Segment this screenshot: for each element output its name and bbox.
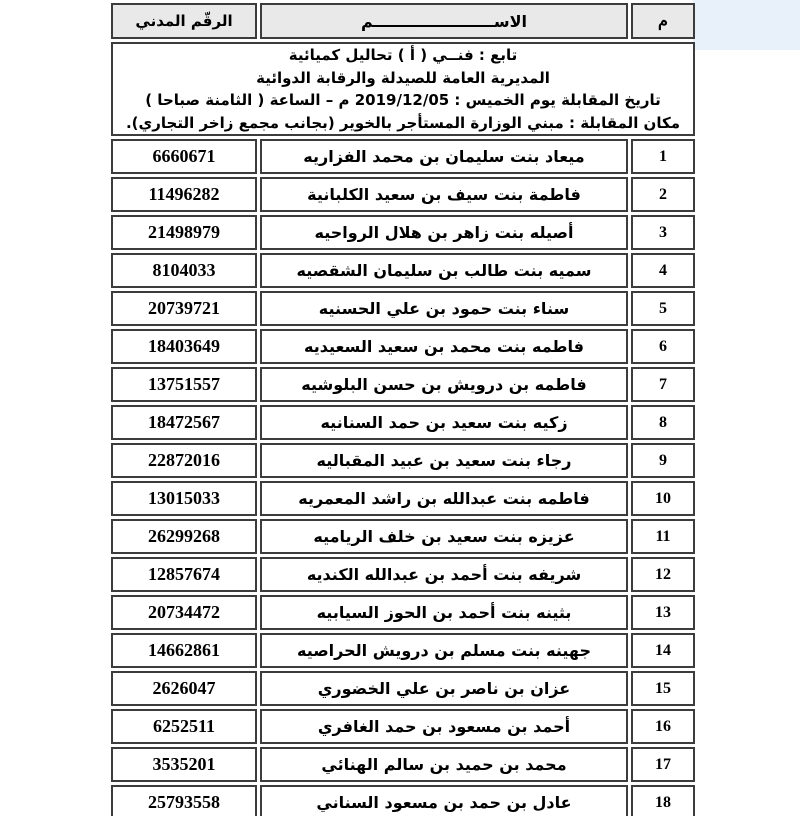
- rows-body: [111, 139, 695, 816]
- table-head-section: [111, 3, 695, 136]
- row-civil-id: 14662861: [111, 633, 257, 668]
- row-serial: 1: [631, 139, 695, 174]
- row-civil-id: 13015033: [111, 481, 257, 516]
- row-serial: 13: [631, 595, 695, 630]
- top-right-highlight: [693, 0, 800, 50]
- row-serial: 11: [631, 519, 695, 554]
- row-name: رجاء بنت سعيد بن عبيد المقباليه: [260, 443, 628, 478]
- row-serial: 4: [631, 253, 695, 288]
- table-row: [111, 557, 695, 592]
- row-serial: 7: [631, 367, 695, 402]
- row-civil-id: 25793558: [111, 785, 257, 816]
- row-civil-id: 2626047: [111, 671, 257, 706]
- table-row: [111, 747, 695, 782]
- row-serial: 18: [631, 785, 695, 816]
- info-line-location: مكان المقابلة : مبني الوزارة المستأجر بالخوير (بجانب مجمع زاخر التجاري).: [125, 113, 681, 132]
- row-name: فاطمه بنت عبدالله بن راشد المعمريه: [260, 481, 628, 516]
- column-header-serial: م: [631, 3, 695, 39]
- info-line-directorate: المديرية العامة للصيدلة والرقابة الدوائية: [256, 68, 550, 87]
- row-serial: 5: [631, 291, 695, 326]
- table-row: [111, 595, 695, 630]
- applicants-table: [108, 0, 698, 816]
- row-serial: 17: [631, 747, 695, 782]
- row-name: فاطمه بنت محمد بن سعيد السعيديه: [260, 329, 628, 364]
- table-info-block: [111, 42, 695, 136]
- column-header-civil-id: الرقّم المدني: [111, 3, 257, 39]
- table-row: [111, 291, 695, 326]
- row-name: أحمد بن مسعود بن حمد الغافري: [260, 709, 628, 744]
- row-name: زكيه بنت سعيد بن حمد السنانيه: [260, 405, 628, 440]
- row-name: أصيله بنت زاهر بن هلال الرواحيه: [260, 215, 628, 250]
- row-civil-id: 18403649: [111, 329, 257, 364]
- info-line-date: تاريخ المقابلة يوم الخميس : 2019/12/05 م – الساعة ( الثامنة صباحا ): [145, 91, 661, 109]
- info-row: [111, 42, 695, 136]
- row-name: شريفه بنت أحمد بن عبدالله الكنديه: [260, 557, 628, 592]
- table-row: [111, 253, 695, 288]
- table-row: [111, 139, 695, 174]
- row-civil-id: 8104033: [111, 253, 257, 288]
- row-civil-id: 26299268: [111, 519, 257, 554]
- row-serial: 8: [631, 405, 695, 440]
- row-name: محمد بن حميد بن سالم الهنائي: [260, 747, 628, 782]
- table-row: [111, 405, 695, 440]
- table-row: [111, 671, 695, 706]
- row-name: عزيزه بنت سعيد بن خلف الرياميه: [260, 519, 628, 554]
- row-civil-id: 6660671: [111, 139, 257, 174]
- row-name: فاطمة بنت سيف بن سعيد الكلبانية: [260, 177, 628, 212]
- column-header-name: الاســــــــــــــــــــــم: [260, 3, 628, 39]
- row-serial: 16: [631, 709, 695, 744]
- table-row: [111, 367, 695, 402]
- row-civil-id: 6252511: [111, 709, 257, 744]
- row-name: عادل بن حمد بن مسعود السناني: [260, 785, 628, 816]
- row-civil-id: 18472567: [111, 405, 257, 440]
- table-row: [111, 633, 695, 668]
- info-line-program: تابع : فنــي ( أ ) تحاليل كميائية: [288, 46, 518, 64]
- row-civil-id: 22872016: [111, 443, 257, 478]
- row-civil-id: 20734472: [111, 595, 257, 630]
- row-name: فاطمه بن درويش بن حسن البلوشيه: [260, 367, 628, 402]
- row-civil-id: 11496282: [111, 177, 257, 212]
- table-row: [111, 215, 695, 250]
- row-name: بثينه بنت أحمد بن الحوز السيابيه: [260, 595, 628, 630]
- table-row: [111, 785, 695, 816]
- header-row: [111, 3, 695, 39]
- row-civil-id: 12857674: [111, 557, 257, 592]
- row-serial: 2: [631, 177, 695, 212]
- row-serial: 6: [631, 329, 695, 364]
- row-civil-id: 3535201: [111, 747, 257, 782]
- table-row: [111, 481, 695, 516]
- row-name: عزان بن ناصر بن علي الخضوري: [260, 671, 628, 706]
- table-row: [111, 519, 695, 554]
- row-name: سناء بنت حمود بن علي الحسنيه: [260, 291, 628, 326]
- row-name: جهينه بنت مسلم بن درويش الحراصيه: [260, 633, 628, 668]
- row-serial: 14: [631, 633, 695, 668]
- table-row: [111, 329, 695, 364]
- row-name: سميه بنت طالب بن سليمان الشقصيه: [260, 253, 628, 288]
- row-serial: 3: [631, 215, 695, 250]
- row-name: ميعاد بنت سليمان بن محمد الفزاريه: [260, 139, 628, 174]
- table-row: [111, 443, 695, 478]
- row-serial: 12: [631, 557, 695, 592]
- row-civil-id: 21498979: [111, 215, 257, 250]
- row-civil-id: 13751557: [111, 367, 257, 402]
- row-serial: 10: [631, 481, 695, 516]
- row-serial: 9: [631, 443, 695, 478]
- table-row: [111, 709, 695, 744]
- table-row: [111, 177, 695, 212]
- row-serial: 15: [631, 671, 695, 706]
- row-civil-id: 20739721: [111, 291, 257, 326]
